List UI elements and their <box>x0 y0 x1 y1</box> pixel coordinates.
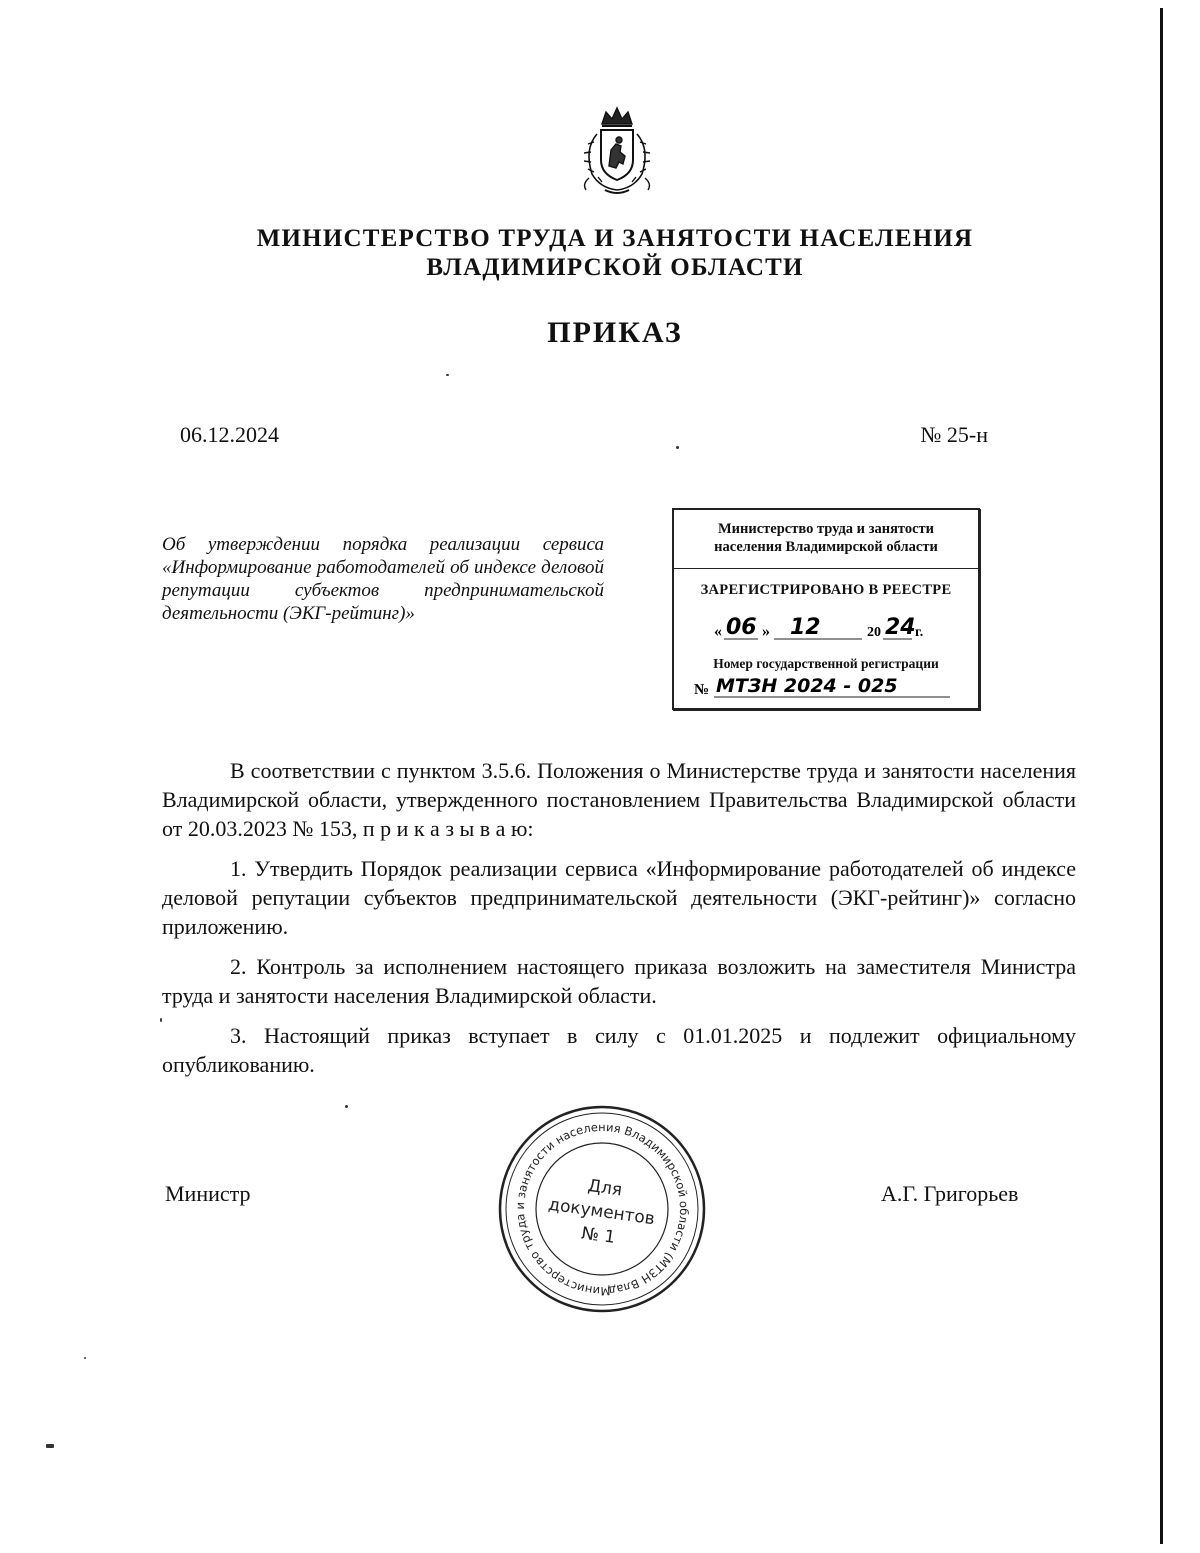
seal-center-line3: № 1 <box>580 1223 617 1248</box>
seal-ring-text: Министерство труда и занятости населения Владимирской области (МТЗН Владимирской <box>512 1119 692 1299</box>
registration-open-quote: « <box>714 623 722 640</box>
registration-day: 06 <box>726 615 757 640</box>
round-seal-stamp <box>496 1103 708 1315</box>
scan-edge-line <box>1160 8 1163 1544</box>
registration-org-line2: населения Владимирской области <box>714 539 938 555</box>
body-item-1: 1. Утвердить Порядок реализации сервиса «Информирование работодателей об индексе деловой репутации субъектов предпринимательской деятельности (ЭКГ-рейтинг)» согласно приложению. <box>162 856 1076 939</box>
registration-date-line <box>712 610 952 644</box>
scan-speck <box>345 1105 348 1108</box>
document-subject: Об утверждении порядка реализации сервиса «Информирование работодателей об индексе деловой репутации субъектов предпринимательской деятельности (ЭКГ-рейтинг)» <box>162 534 604 624</box>
scan-speck <box>446 374 449 376</box>
registration-registered-label: ЗАРЕГИСТРИРОВАНО В РЕЕСТРЕ <box>700 582 952 598</box>
document-body <box>162 756 1076 1090</box>
body-item-2: 2. Контроль за исполнением настоящего приказа возложить на заместителя Министра труда и занятости населения Владимирской области. <box>162 954 1076 1008</box>
document-number: № 25-н <box>920 422 988 447</box>
ministry-title-line2: ВЛАДИМИРСКОЙ ОБЛАСТИ <box>426 254 804 281</box>
registration-stamp <box>672 508 980 710</box>
registration-close-quote: » <box>762 623 770 640</box>
seal-center-line1: Для <box>586 1175 624 1201</box>
scan-speck <box>160 1018 162 1022</box>
coat-of-arms-icon <box>572 104 662 196</box>
ministry-title <box>160 224 1070 282</box>
scan-speck <box>676 446 679 449</box>
registration-year-suffix: 24 <box>885 615 916 640</box>
registration-gosreg-line <box>692 672 952 702</box>
document-date: 06.12.2024 <box>180 422 279 447</box>
signer-position: Министр <box>165 1181 251 1206</box>
registration-year-prefix: 20 <box>867 625 881 640</box>
registration-gosreg-number: МТЗН 2024 - 025 <box>716 675 898 697</box>
scan-speck <box>84 1357 86 1359</box>
registration-gosreg-prefix: № <box>694 682 710 698</box>
ministry-title-line1: МИНИСТЕРСТВО ТРУДА И ЗАНЯТОСТИ НАСЕЛЕНИЯ <box>256 225 974 252</box>
signer-name: А.Г. Григорьев <box>881 1181 1019 1206</box>
body-item-3: 3. Настоящий приказ вступает в силу с 01.01.2025 и подлежит официальному опубликованию. <box>162 1023 1076 1077</box>
registration-year-unit: г. <box>915 625 924 640</box>
registration-stamp-divider <box>674 568 978 569</box>
registration-stamp-org <box>674 510 978 556</box>
scan-speck <box>46 1444 54 1448</box>
registration-org-line1: Министерство труда и занятости <box>717 521 935 537</box>
body-preamble: В соответствии с пунктом 3.5.6. Положения о Министерстве труда и занятости населения Владимирской области, утвержденного постановлением Правительства Владимирской области от 20.03.2023 № 153, п р и к а з ы в а ю: <box>162 758 1076 841</box>
registration-gosreg-label: Номер государственной регистрации <box>713 656 939 671</box>
registration-month: 12 <box>790 615 821 640</box>
order-title: ПРИКАЗ <box>547 316 683 349</box>
seal-center-line2: документов <box>547 1194 657 1230</box>
